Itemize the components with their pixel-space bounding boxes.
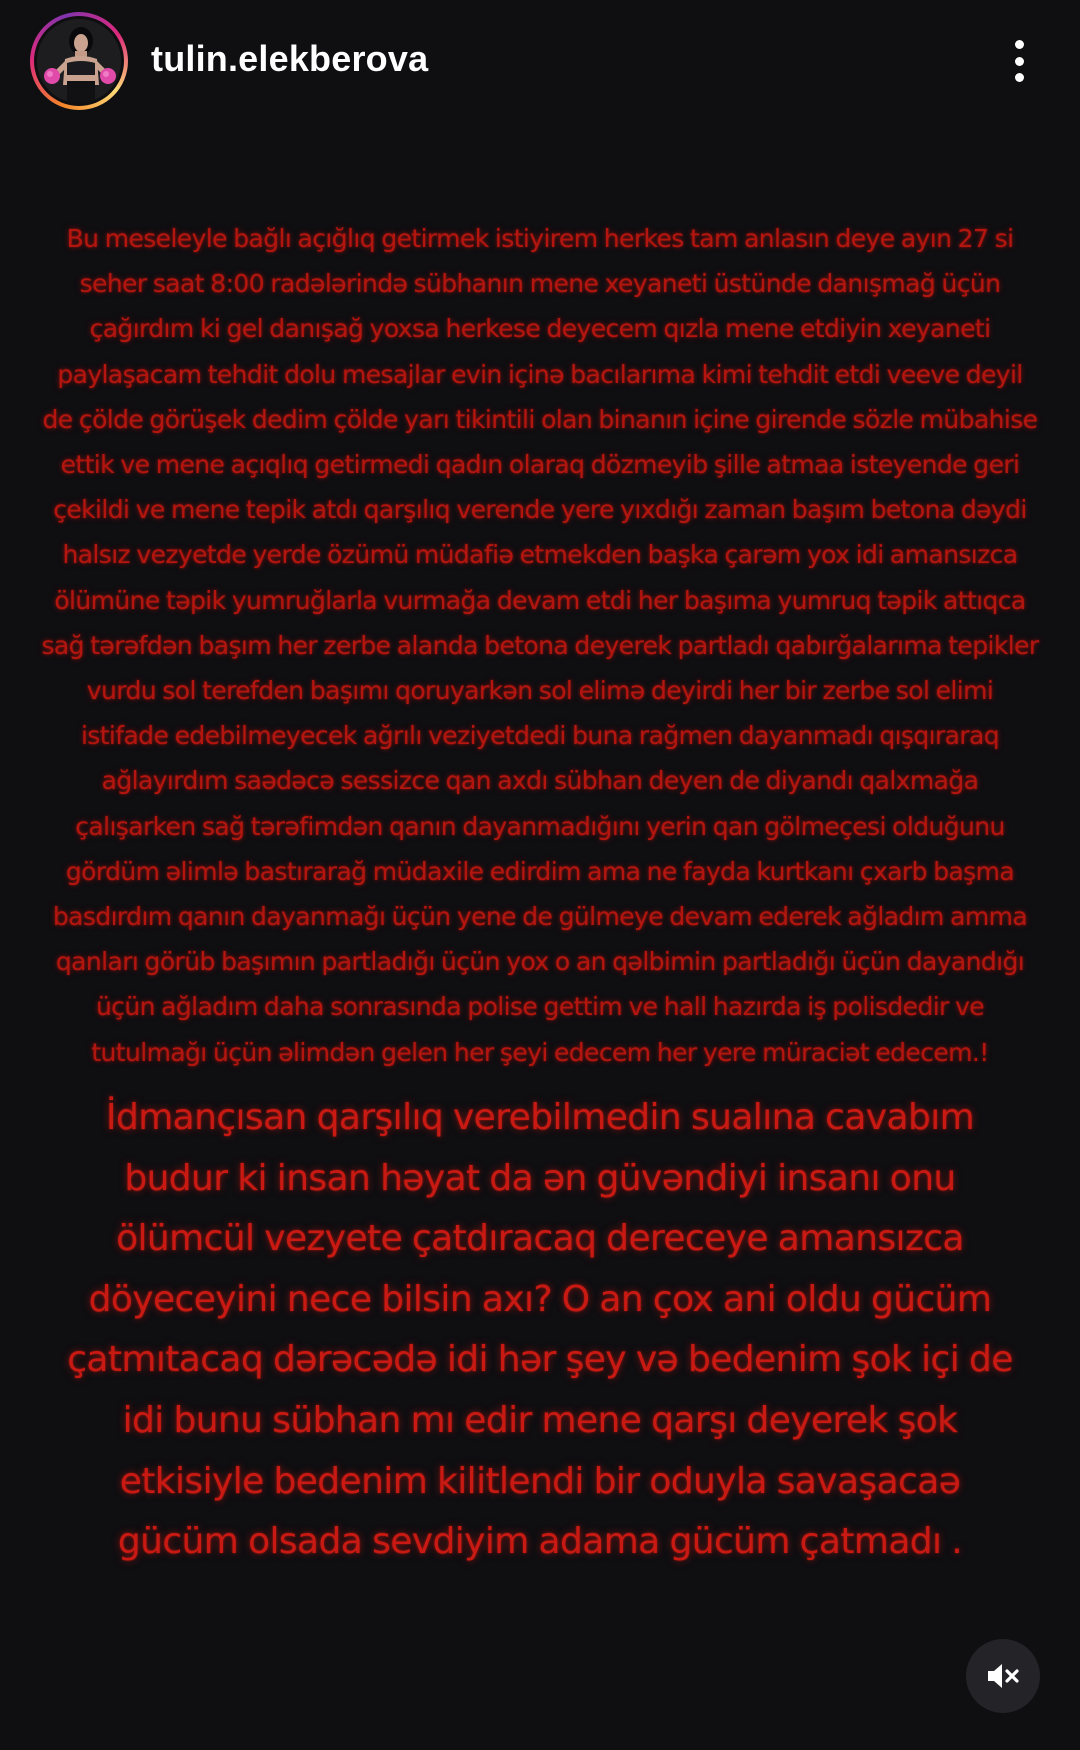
more-options-button[interactable] bbox=[998, 36, 1040, 86]
vertical-ellipsis-icon-dot bbox=[1015, 57, 1024, 66]
avatar-story-ring[interactable] bbox=[30, 12, 128, 110]
mute-button[interactable] bbox=[966, 1639, 1040, 1713]
avatar-gap bbox=[34, 16, 124, 106]
profile-photo-icon bbox=[37, 19, 121, 103]
story-text-paragraph-2: İdmançısan qarşılıq verebilmedin sualına cavabım budur ki insan həyat da ən güvəndiyi insanı onu ölümcül vezyete çatdıracaq dereceye amansızca döyeceyini nece bilsin axı? O an çox ani oldu gücüm çatmıtacaq dərəcədə idi hər şey və bedenim şok içi de idi bunu sübhan mı edir mene qarşı deyerek şok etkisiyle bedenim kilitlendi bir oduyla savaşacaə gücüm olsada sevdiyim adama gücüm çatmadı . bbox=[67, 1097, 1013, 1563]
story-text-paragraph-1: Bu meseleyle bağlı açığlıq getirmek istiyirem herkes tam anlasın deye ayın 27 si seher saat 8:00 radələrində sübhanın mene xeyaneti üstünde danışmağ üçün çağırdım ki gel danışağ yoxsa herkese deyecem qızla mene etdiyin xeyaneti paylaşacam tehdit dolu mesajlar evin içinə bacılarıma kimi tehdit etdi veeve deyil de çölde görüşek dedim çölde yarı tikintili olan binanın içine girende sözle mübahise ettik ve mene açıqlıq getirmedi qadın olaraq dözmeyib şille atmaa isteyende geri çekildi ve mene tepik atdı qarşılıq verende yere yıxdığı zaman başım betona dəydi halsız vezyetde yerde özümü müdafiə etmekden başka çarəm yox idi amansızca ölümüne təpik yumruğlarla vurmağa devam etdi her başıma yumruq təpik attıqca sağ tərəfdən başım her zerbe alanda betona deyerek partladı qabırğalarıma tepikler vurdu sol terefden başımı qoruyarkən sol elimə deyirdi her bir zerbe sol elimi istifade edebilmeyecek ağrılı veziyetdedi buna rağmen dayanmadı qışqıraraq ağlayırdım saədəcə sessizce qan axdı sübhan deyen de diyandı qalxmağa çalışarken sağ tərəfimdən qanın dayanmadığını yerin qan gölmeçesi olduğunu gördüm əlimlə bastırarağ müdaxile edirdim ama ne fayda kurtkanı çxarb başma basdırdım qanın dayanmağı üçün yene de gülmeye devam ederek ağladım amma qanları görüb başımın partladığı üçün yox o an qəlbimin partladığı üçün dayandığı üçün ağladım daha sonrasında polise gettim ve hall hazırda iş polisdedir ve tutulmağı üçün əlimdən gelen her şeyi edecem her yere müraciət edecem.! bbox=[41, 224, 1039, 1067]
username[interactable]: tulin.elekberova bbox=[151, 38, 429, 79]
avatar[interactable] bbox=[37, 19, 121, 103]
vertical-ellipsis-icon-dot bbox=[1015, 73, 1024, 82]
story-header bbox=[0, 0, 1080, 124]
vertical-ellipsis-icon bbox=[1015, 40, 1024, 49]
speaker-muted-icon bbox=[984, 1657, 1022, 1695]
